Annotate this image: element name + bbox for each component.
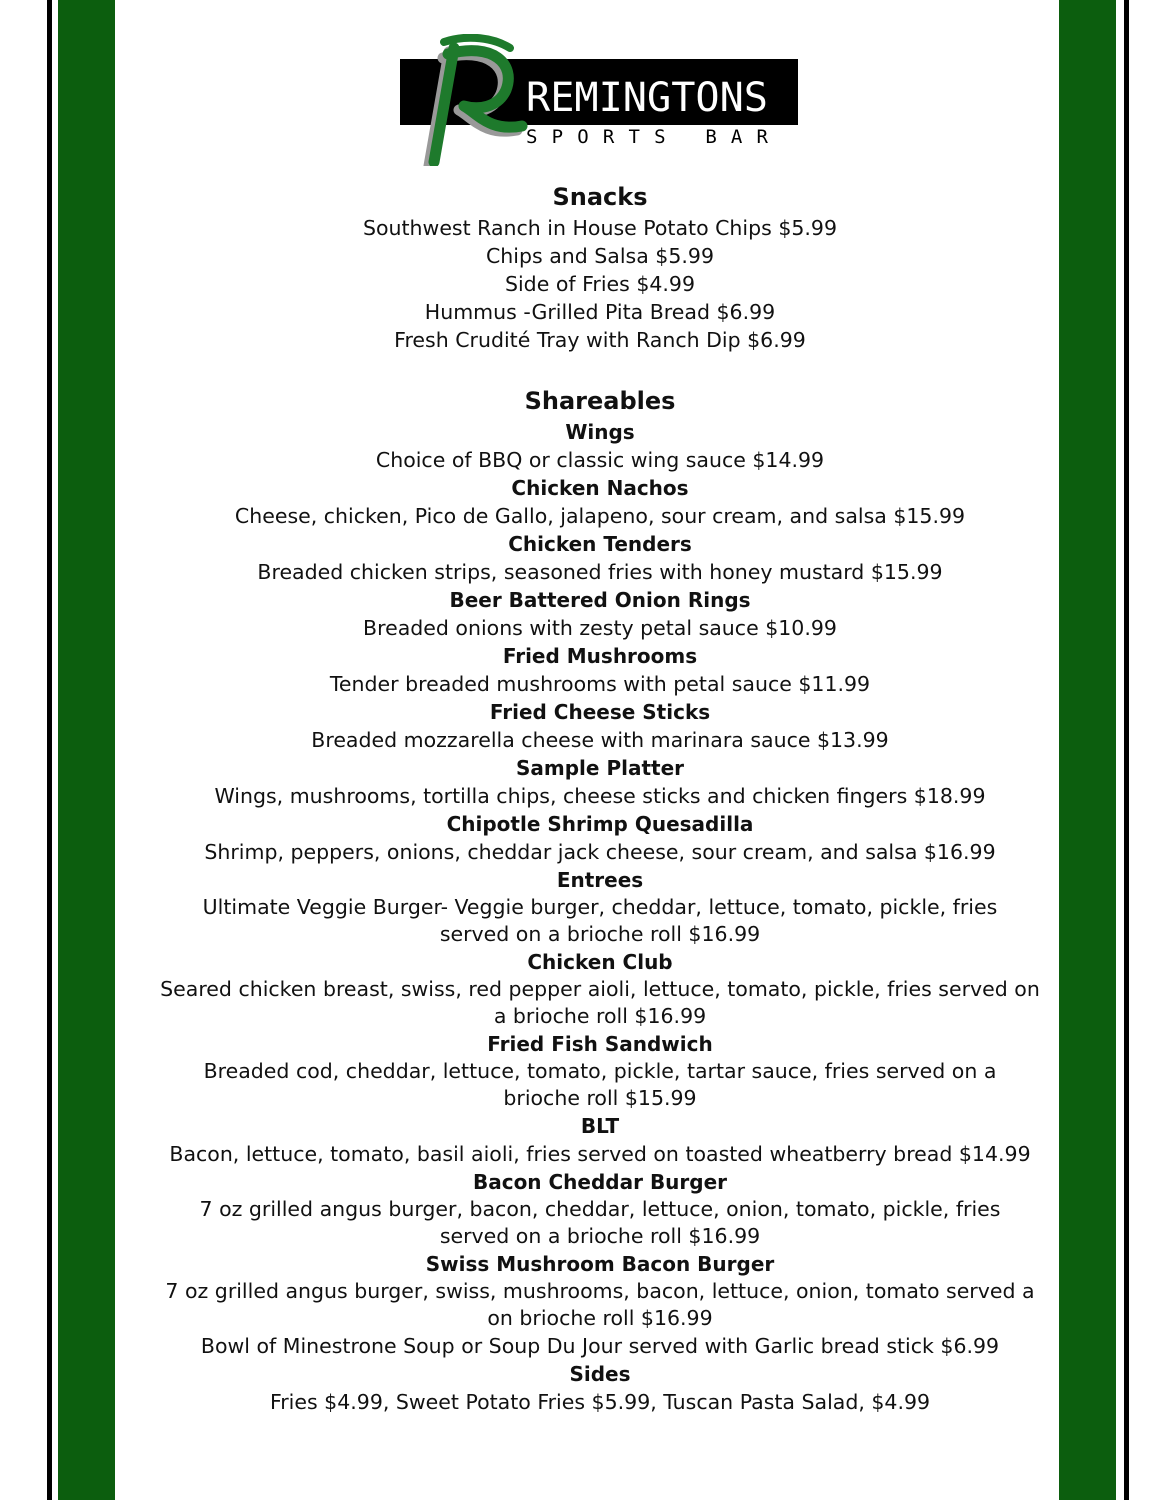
menu-item-name: Sample Platter <box>516 756 684 780</box>
section-title-entrees: Entrees <box>556 868 644 892</box>
menu-item-desc: Breaded chicken strips, seasoned fries with honey mustard $15.99 <box>257 560 943 584</box>
menu-item-desc: Breaded mozzarella cheese with marinara sauce $13.99 <box>311 728 889 752</box>
menu-item-desc: Bowl of Minestrone Soup or Soup Du Jour served with Garlic bread stick $6.99 <box>200 1334 1000 1358</box>
section-title-shareables: Shareables <box>524 387 676 415</box>
snack-item: Chips and Salsa $5.99 <box>485 244 714 268</box>
menu-item-name: Chicken Club <box>527 950 673 974</box>
left-border-line <box>47 0 52 1500</box>
menu-item-desc: Choice of BBQ or classic wing sauce $14.99 <box>375 448 825 472</box>
menu-item-desc: Bacon, lettuce, tomato, basil aioli, fries served on toasted wheatberry bread $14.99 <box>169 1142 1031 1166</box>
snack-item: Side of Fries $4.99 <box>504 272 696 296</box>
menu-item-desc: Cheese, chicken, Pico de Gallo, jalapeno, sour cream, and salsa $15.99 <box>234 504 966 528</box>
menu-item-desc: Breaded onions with zesty petal sauce $10.99 <box>363 616 837 640</box>
logo-graphic <box>398 34 800 166</box>
menu-item-name: Swiss Mushroom Bacon Burger <box>425 1252 775 1276</box>
section-gap <box>150 354 1050 384</box>
menu-item-desc: 7 oz grilled angus burger, swiss, mushrooms, bacon, lettuce, onion, tomato served a on brioche roll $16.99 <box>165 1279 1035 1330</box>
menu-item-name: Chicken Tenders <box>508 532 692 556</box>
menu-body <box>150 180 1050 1416</box>
section-sides <box>150 1360 1050 1416</box>
menu-item-name: Wings <box>565 420 635 444</box>
section-shareables <box>150 384 1050 866</box>
menu-item-desc: Breaded cod, cheddar, lettuce, tomato, pickle, tartar sauce, fries served on a brioche roll $15.99 <box>203 1059 997 1110</box>
menu-item-name: BLT <box>580 1114 620 1138</box>
logo-name: REMINGTONS <box>526 75 768 121</box>
section-title-snacks: Snacks <box>552 183 648 211</box>
logo-tagline: SPORTS BAR <box>526 126 768 148</box>
menu-item-name: Chipotle Shrimp Quesadilla <box>446 812 754 836</box>
menu-item-name: Chicken Nachos <box>511 476 689 500</box>
menu-item-desc: 7 oz grilled angus burger, bacon, cheddar, lettuce, onion, tomato, pickle, fries served on a brioche roll $16.99 <box>199 1197 1001 1248</box>
menu-item-desc: Wings, mushrooms, tortilla chips, cheese sticks and chicken fingers $18.99 <box>214 784 986 808</box>
right-green-border <box>1059 0 1116 1500</box>
menu-item-name: Beer Battered Onion Rings <box>449 588 751 612</box>
menu-item-desc: Seared chicken breast, swiss, red pepper aioli, lettuce, tomato, pickle, fries served on a brioche roll $16.99 <box>160 977 1040 1028</box>
remingtons-logo <box>398 34 800 166</box>
section-title-sides: Sides <box>569 1362 631 1386</box>
left-green-border <box>58 0 115 1500</box>
menu-item-desc: Shrimp, peppers, onions, cheddar jack cheese, sour cream, and salsa $16.99 <box>204 840 996 864</box>
menu-item-desc: Fries $4.99, Sweet Potato Fries $5.99, Tuscan Pasta Salad, $4.99 <box>269 1390 931 1414</box>
menu-item-name: Bacon Cheddar Burger <box>472 1170 728 1194</box>
menu-item-name: Fried Cheese Sticks <box>489 700 711 724</box>
menu-item-name: Fried Fish Sandwich <box>487 1032 713 1056</box>
right-border-line <box>1124 0 1129 1500</box>
menu-item-desc: Tender breaded mushrooms with petal sauce $11.99 <box>329 672 871 696</box>
menu-item-desc: Ultimate Veggie Burger- Veggie burger, cheddar, lettuce, tomato, pickle, fries served on a brioche roll $16.99 <box>202 895 998 946</box>
section-entrees <box>150 866 1050 1360</box>
snack-item: Southwest Ranch in House Potato Chips $5.99 <box>362 216 838 240</box>
section-snacks <box>150 180 1050 354</box>
snack-item: Fresh Crudité Tray with Ranch Dip $6.99 <box>394 328 806 352</box>
menu-item-name: Fried Mushrooms <box>502 644 698 668</box>
snack-item: Hummus -Grilled Pita Bread $6.99 <box>424 300 776 324</box>
